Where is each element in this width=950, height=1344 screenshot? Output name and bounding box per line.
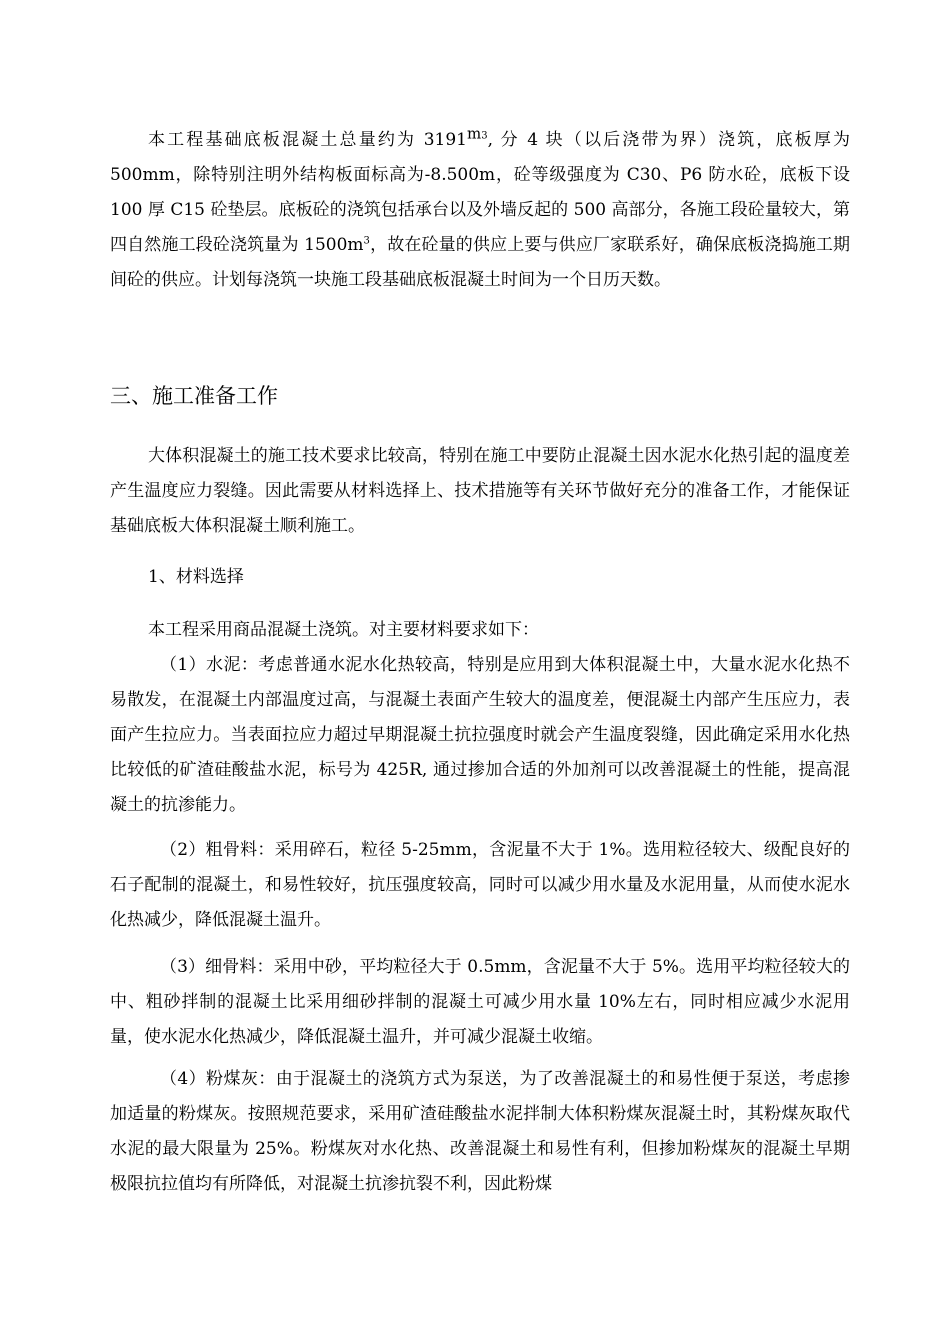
unit-exponent: 3	[481, 130, 488, 142]
paragraph-text: , 分 4 块（以后浇带为界）浇筑，底板厚为 500mm，除特别注明外结构板面标高为-8.500m，砼等级强度为 C30、P6 防水砼，底板下设 100 厚 C15 砼垫层。底板砼的浇筑包括承台以及外墙反起的 500 高部分，各施工段砼量较大，第四自然施工段砼浇筑量为 1500m	[110, 130, 850, 255]
paragraph-coarse-aggregate: （2）粗骨料：采用碎石，粒径 5-25mm，含泥量不大于 1%。选用粒径较大、级配良好的石子配制的混凝土，和易性较好，抗压强度较高，同时可以减少用水量及水泥用量，从而使水泥水化热减少，降低混凝土温升。	[110, 840, 850, 930]
paragraph-fly-ash: （4）粉煤灰：由于混凝土的浇筑方式为泵送，为了改善混凝土的和易性便于泵送，考虑掺加适量的粉煤灰。按照规范要求，采用矿渣硅酸盐水泥拌制大体积粉煤灰混凝土时，其粉煤灰取代水泥的最大限量为 25%。粉煤灰对水化热、改善混凝土和易性有利，但掺加粉煤灰的混凝土早期极限抗拉值均有所降低，对混凝土抗渗抗裂不利，因此粉煤	[110, 1069, 850, 1194]
paragraph-intro: 大体积混凝土的施工技术要求比较高，特别在施工中要防止混凝土因水泥水化热引起的温度差产生温度应力裂缝。因此需要从材料选择上、技术措施等有关环节做好充分的准备工作，才能保证基础底板大体积混凝土顺利施工。	[110, 446, 850, 536]
subsection-heading: 1、材料选择	[148, 567, 244, 587]
unit-m: m	[467, 124, 482, 143]
unit-exponent: 3	[363, 235, 370, 247]
paragraph-cement: （1）水泥：考虑普通水泥水化热较高，特别是应用到大体积混凝土中，大量水泥水化热不易散发，在混凝土内部温度过高，与混凝土表面产生较大的温度差，便混凝土内部产生压应力，表面产生拉应力。当表面拉应力超过早期混凝土抗拉强度时就会产生温度裂缝，因此确定采用水化热比较低的矿渣硅酸盐水泥，标号为 425R, 通过掺加合适的外加剂可以改善混凝土的性能，提高混凝土的抗渗能力。	[110, 655, 850, 815]
paragraph-text: 本工程基础底板混凝土总量约为 3191	[148, 130, 467, 150]
section-heading: 三、施工准备工作	[110, 384, 278, 408]
paragraph-text: ，故在砼量的供应上要与供应厂家联系好，确保底板浇捣施工期间砼的供应。计划每浇筑一块施工段基础底板混凝土时间为一个日历天数。	[110, 235, 851, 290]
paragraph-materials-intro: 本工程采用商品混凝土浇筑。对主要材料要求如下：	[148, 620, 539, 640]
paragraph-foundation-concrete	[110, 123, 850, 298]
paragraph-fine-aggregate: （3）细骨料：采用中砂，平均粒径大于 0.5mm，含泥量不大于 5%。选用平均粒径较大的中、粗砂拌制的混凝土比采用细砂拌制的混凝土可减少用水量 10%左右，同时相应减少水泥用量，使水泥水化热减少，降低混凝土温升，并可减少混凝土收缩。	[110, 957, 850, 1047]
